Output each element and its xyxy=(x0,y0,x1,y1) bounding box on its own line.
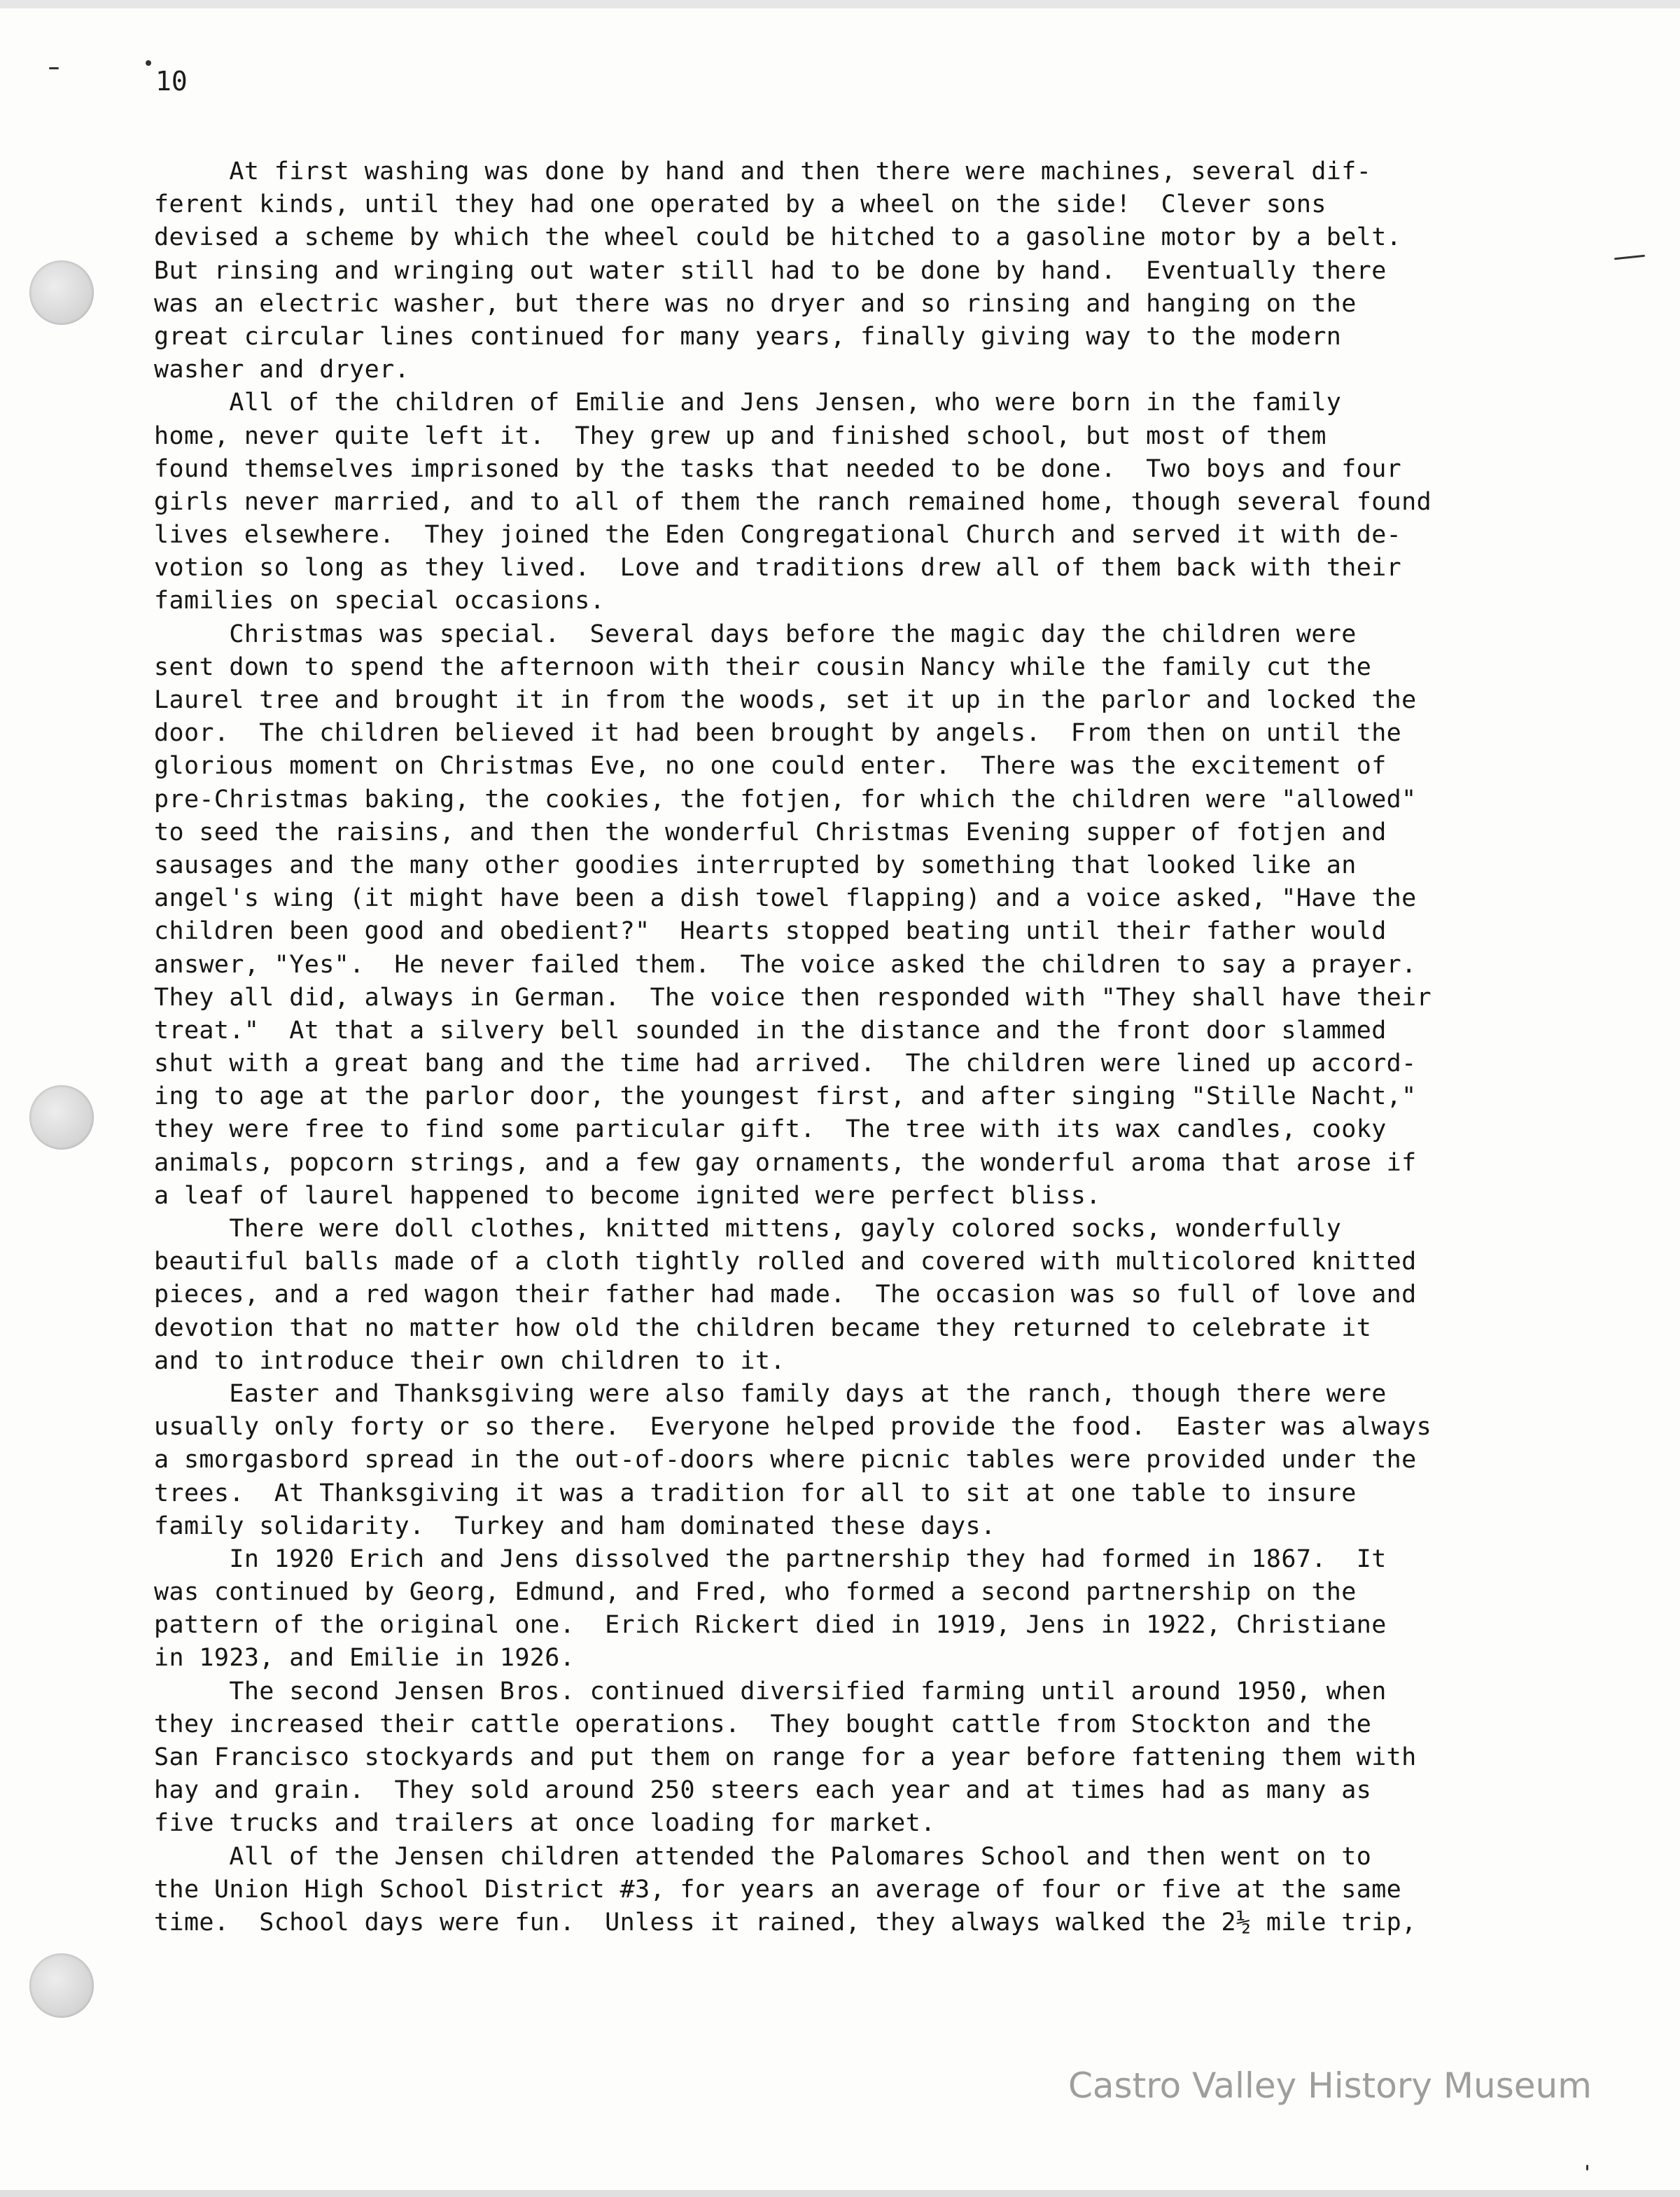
text-line: Laurel tree and brought it in from the woods, set it up in the parlor and locked the xyxy=(154,686,1417,714)
text-line: children been good and obedient?" Hearts stopped beating until their father would xyxy=(154,917,1387,946)
text-line: answer, "Yes". He never failed them. The voice asked the children to say a prayer. xyxy=(154,950,1417,979)
text-line: votion so long as they lived. Love and traditions drew all of them back with their xyxy=(154,554,1402,583)
body-text xyxy=(154,155,1589,1939)
ink-speck xyxy=(146,60,151,66)
text-line: devised a scheme by which the wheel could be hitched to a gasoline motor by a belt. xyxy=(154,223,1402,252)
text-line: hay and grain. They sold around 250 steers each year and at times had as many as xyxy=(154,1776,1372,1805)
text-line: trees. At Thanksgiving it was a tradition for all to sit at one table to insure xyxy=(154,1479,1357,1507)
text-line: At first washing was done by hand and then there were machines, several dif- xyxy=(154,158,1372,186)
text-line: But rinsing and wringing out water still had to be done by hand. Eventually there xyxy=(154,256,1387,285)
text-line: San Francisco stockyards and put them on range for a year before fattening them with xyxy=(154,1743,1417,1771)
text-line: pre-Christmas baking, the cookies, the fotjen, for which the children were "allowed" xyxy=(154,785,1417,814)
text-line: All of the Jensen children attended the Palomares School and then went on to xyxy=(154,1842,1372,1871)
text-line: to seed the raisins, and then the wonderful Christmas Evening supper of fotjen and xyxy=(154,818,1387,846)
text-line: found themselves imprisoned by the tasks that needed to be done. Two boys and four xyxy=(154,454,1402,483)
text-line: pattern of the original one. Erich Rickert died in 1919, Jens in 1922, Christiane xyxy=(154,1611,1387,1640)
ink-speck xyxy=(1586,2165,1588,2170)
text-line: devotion that no matter how old the children became they returned to celebrate it xyxy=(154,1313,1372,1342)
text-line: usually only forty or so there. Everyone helped provide the food. Easter was always xyxy=(154,1413,1432,1442)
text-line: pieces, and a red wagon their father had made. The occasion was so full of love and xyxy=(154,1281,1417,1309)
ink-speck xyxy=(49,67,59,69)
text-line: they were free to find some particular gift. The tree with its wax candles, cooky xyxy=(154,1115,1387,1144)
text-line: home, never quite left it. They grew up and finished school, but most of them xyxy=(154,421,1326,450)
text-line: was an electric washer, but there was no dryer and so rinsing and hanging on the xyxy=(154,289,1357,318)
text-line: in 1923, and Emilie in 1926. xyxy=(154,1644,575,1673)
text-line: they increased their cattle operations. They bought cattle from Stockton and the xyxy=(154,1710,1372,1738)
ink-mark xyxy=(1614,255,1645,260)
text-line: treat." At that a silvery bell sounded in the distance and the front door slammed xyxy=(154,1016,1387,1045)
scan-bottom-edge xyxy=(0,2190,1680,2197)
text-line: shut with a great bang and the time had arrived. The children were lined up accord- xyxy=(154,1049,1417,1078)
text-line: a leaf of laurel happened to become ignited were perfect bliss. xyxy=(154,1181,1101,1210)
text-line: Christmas was special. Several days before the magic day the children were xyxy=(154,620,1357,648)
text-line: There were doll clothes, knitted mittens, gayly colored socks, wonderfully xyxy=(154,1215,1342,1243)
text-line: and to introduce their own children to it. xyxy=(154,1346,785,1375)
text-line: In 1920 Erich and Jens dissolved the partnership they had formed in 1867. It xyxy=(154,1544,1387,1573)
text-line: angel's wing (it might have been a dish towel flapping) and a voice asked, "Have the xyxy=(154,884,1417,913)
text-line: five trucks and trailers at once loading for market. xyxy=(154,1809,936,1838)
binder-hole-middle xyxy=(29,1085,94,1150)
text-line: sausages and the many other goodies interrupted by something that looked like an xyxy=(154,851,1357,879)
text-line: All of the children of Emilie and Jens Jensen, who were born in the family xyxy=(154,389,1342,417)
text-line: family solidarity. Turkey and ham dominated these days. xyxy=(154,1512,996,1540)
text-line: washer and dryer. xyxy=(154,356,410,384)
scan-top-edge xyxy=(0,0,1680,8)
text-line: animals, popcorn strings, and a few gay ornaments, the wonderful aroma that arose if xyxy=(154,1148,1417,1177)
binder-hole-bottom xyxy=(29,1953,94,2018)
text-line: the Union High School District #3, for years an average of four or five at the same xyxy=(154,1875,1402,1904)
text-line: The second Jensen Bros. continued diversified farming until around 1950, when xyxy=(154,1677,1387,1706)
text-line: families on special occasions. xyxy=(154,587,606,615)
museum-watermark: Castro Valley History Museum xyxy=(1068,2065,1592,2106)
text-line: beautiful balls made of a cloth tightly rolled and covered with multicolored knitted xyxy=(154,1248,1417,1276)
text-line: lives elsewhere. They joined the Eden Congregational Church and served it with de- xyxy=(154,521,1402,550)
text-line: great circular lines continued for many years, finally giving way to the modern xyxy=(154,322,1342,351)
text-line: glorious moment on Christmas Eve, no one could enter. There was the excitement of xyxy=(154,752,1387,781)
text-line: time. School days were fun. Unless it rained, they always walked the 2½ mile trip, xyxy=(154,1908,1417,1937)
text-line: Easter and Thanksgiving were also family days at the ranch, though there were xyxy=(154,1379,1387,1408)
text-line: door. The children believed it had been brought by angels. From then on until the xyxy=(154,719,1402,748)
binder-hole-top xyxy=(29,260,94,325)
page-number: 10 xyxy=(155,66,188,97)
text-line: girls never married, and to all of them the ranch remained home, though several found xyxy=(154,487,1432,516)
text-line: They all did, always in German. The voice then responded with "They shall have their xyxy=(154,983,1432,1012)
text-line: a smorgasbord spread in the out-of-doors where picnic tables were provided under the xyxy=(154,1446,1417,1474)
text-line: ing to age at the parlor door, the youngest first, and after singing "Stille Nacht," xyxy=(154,1082,1417,1111)
text-line: ferent kinds, until they had one operated by a wheel on the side! Clever sons xyxy=(154,190,1326,219)
text-line: sent down to spend the afternoon with their cousin Nancy while the family cut the xyxy=(154,653,1372,681)
text-line: was continued by Georg, Edmund, and Fred, who formed a second partnership on the xyxy=(154,1578,1357,1607)
